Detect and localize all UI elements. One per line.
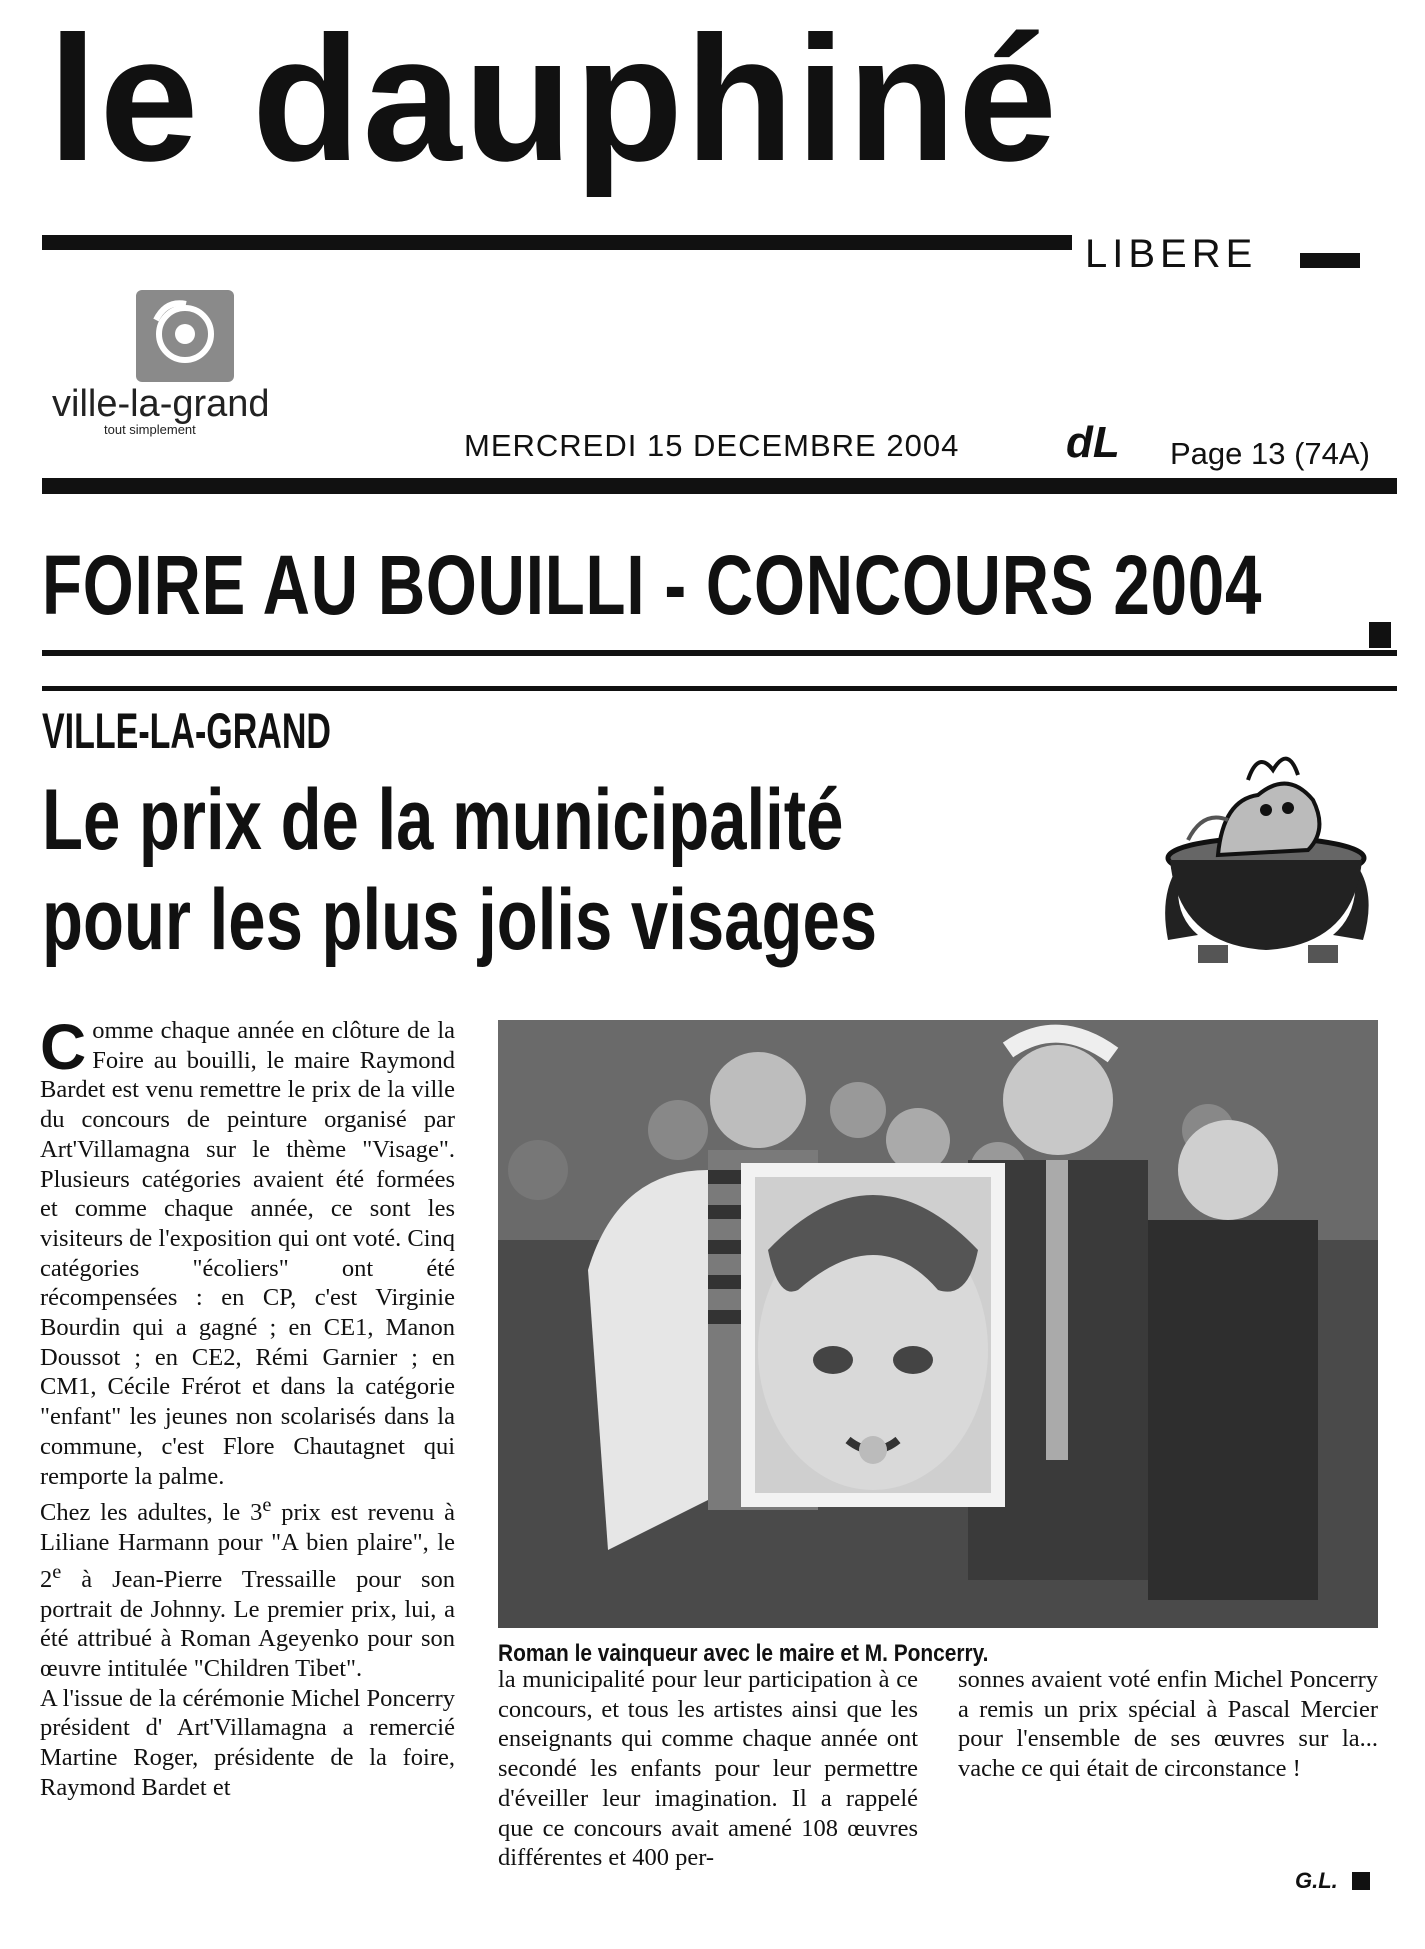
article-column-1 — [40, 1011, 456, 1803]
logo-tagline: tout simplement — [104, 422, 196, 437]
paragraph-2-text-a: Chez les adultes, le 3 — [40, 1499, 263, 1527]
article-title-line-1: Le prix de la municipalité — [42, 772, 844, 868]
article-title-line-2: pour les plus jolis visages — [42, 872, 878, 968]
paragraph-1-text: omme chaque année en clôture de la Foire au bouilli, le maire Raymond Bardet est venu remettre le prix de la ville du concours de peinture organisé par Art'Villamagna sur le thème "Visage". Plusieurs catégories avaient été formées et comme chaque année, ce sont les visiteurs de l'exposition qui ont voté. Cinq catégories "écoliers" ont été récompensées : en CP, c'est Virginie Bourdin qui a gagné ; en CE1, Manon Doussot ; en CE2, Rémi Garnier ; en CM1, Cécile Frérot et dans la catégorie "enfant" les jeunes non scolarisés dans la commune, c'est Flore Chautagnet qui remporte la palme. — [40, 1017, 455, 1490]
article-paragraph-2 — [40, 1491, 455, 1684]
cow-cauldron-illustration-icon — [1148, 740, 1384, 970]
ville-la-grand-logo-icon — [136, 290, 234, 382]
paragraph-2-text-c: à Jean-Pierre Tressaille pour son portrait de Johnny. Le premier prix, lui, a été attribué à Roman Ageyenko pour son œuvre intitulée "Children Tibet". — [40, 1565, 455, 1683]
masthead-rule — [42, 235, 1072, 250]
newspaper-title: le dauphiné — [48, 0, 1059, 198]
end-mark — [1352, 1872, 1370, 1890]
masthead-rule-end — [1300, 253, 1360, 268]
article-kicker: VILLE-LA-GRAND — [42, 703, 331, 759]
author-signature: G.L. — [1295, 1868, 1338, 1893]
article-photo — [498, 1020, 1378, 1628]
ordinal-sup-1: e — [262, 1494, 272, 1517]
header-rule — [42, 478, 1397, 494]
article-paragraph-3: A l'issue de la cérémonie Michel Poncerry président d' Art'Villamagna a remercié Martine Roger, présidente de la foire, Raymond Bardet et — [40, 1684, 455, 1801]
page-reference: Page 13 (74A) — [1170, 436, 1370, 471]
headline-rule — [42, 650, 1397, 656]
dl-mark: dL — [1066, 418, 1120, 467]
article-column-3 — [958, 1665, 1378, 1784]
column-2-text: la municipalité pour leur participation à ce concours, et tous les artistes ainsi que les enseignants qui comme chaque année ont secondé les enfants pour leur permettre d'éveiller leur imagination. Il a rappelé que ce concours avait amené 108 œuvres différentes et 400 per- — [498, 1666, 918, 1872]
paragraph-2-text-b: prix est revenu à Liliane Harmann pour "A bien plaire", le 2 — [40, 1499, 456, 1593]
headline-rule-end — [1369, 622, 1391, 648]
newspaper-subtitle: LIBERE — [1085, 232, 1258, 276]
section-headline: FOIRE AU BOUILLI - CONCOURS 2004 — [42, 538, 1263, 632]
drop-cap: C — [40, 1011, 87, 1083]
issue-date: MERCREDI 15 DECEMBRE 2004 — [464, 428, 960, 463]
ordinal-sup-2: e — [52, 1560, 62, 1583]
column-3-text: sonnes avaient voté enfin Michel Poncerry a remis un prix spécial à Pascal Mercier pour l'ensemble de ses œuvres sur la... vache ce qui était de circonstance ! — [958, 1666, 1378, 1783]
headline-rule-thin — [42, 686, 1397, 691]
logo-name: ville-la-grand — [52, 383, 270, 425]
article-paragraph-1 — [40, 1011, 455, 1491]
article-title — [42, 770, 877, 970]
article-column-2 — [498, 1665, 918, 1873]
photo-caption: Roman le vainqueur avec le maire et M. Poncerry. — [498, 1640, 989, 1667]
